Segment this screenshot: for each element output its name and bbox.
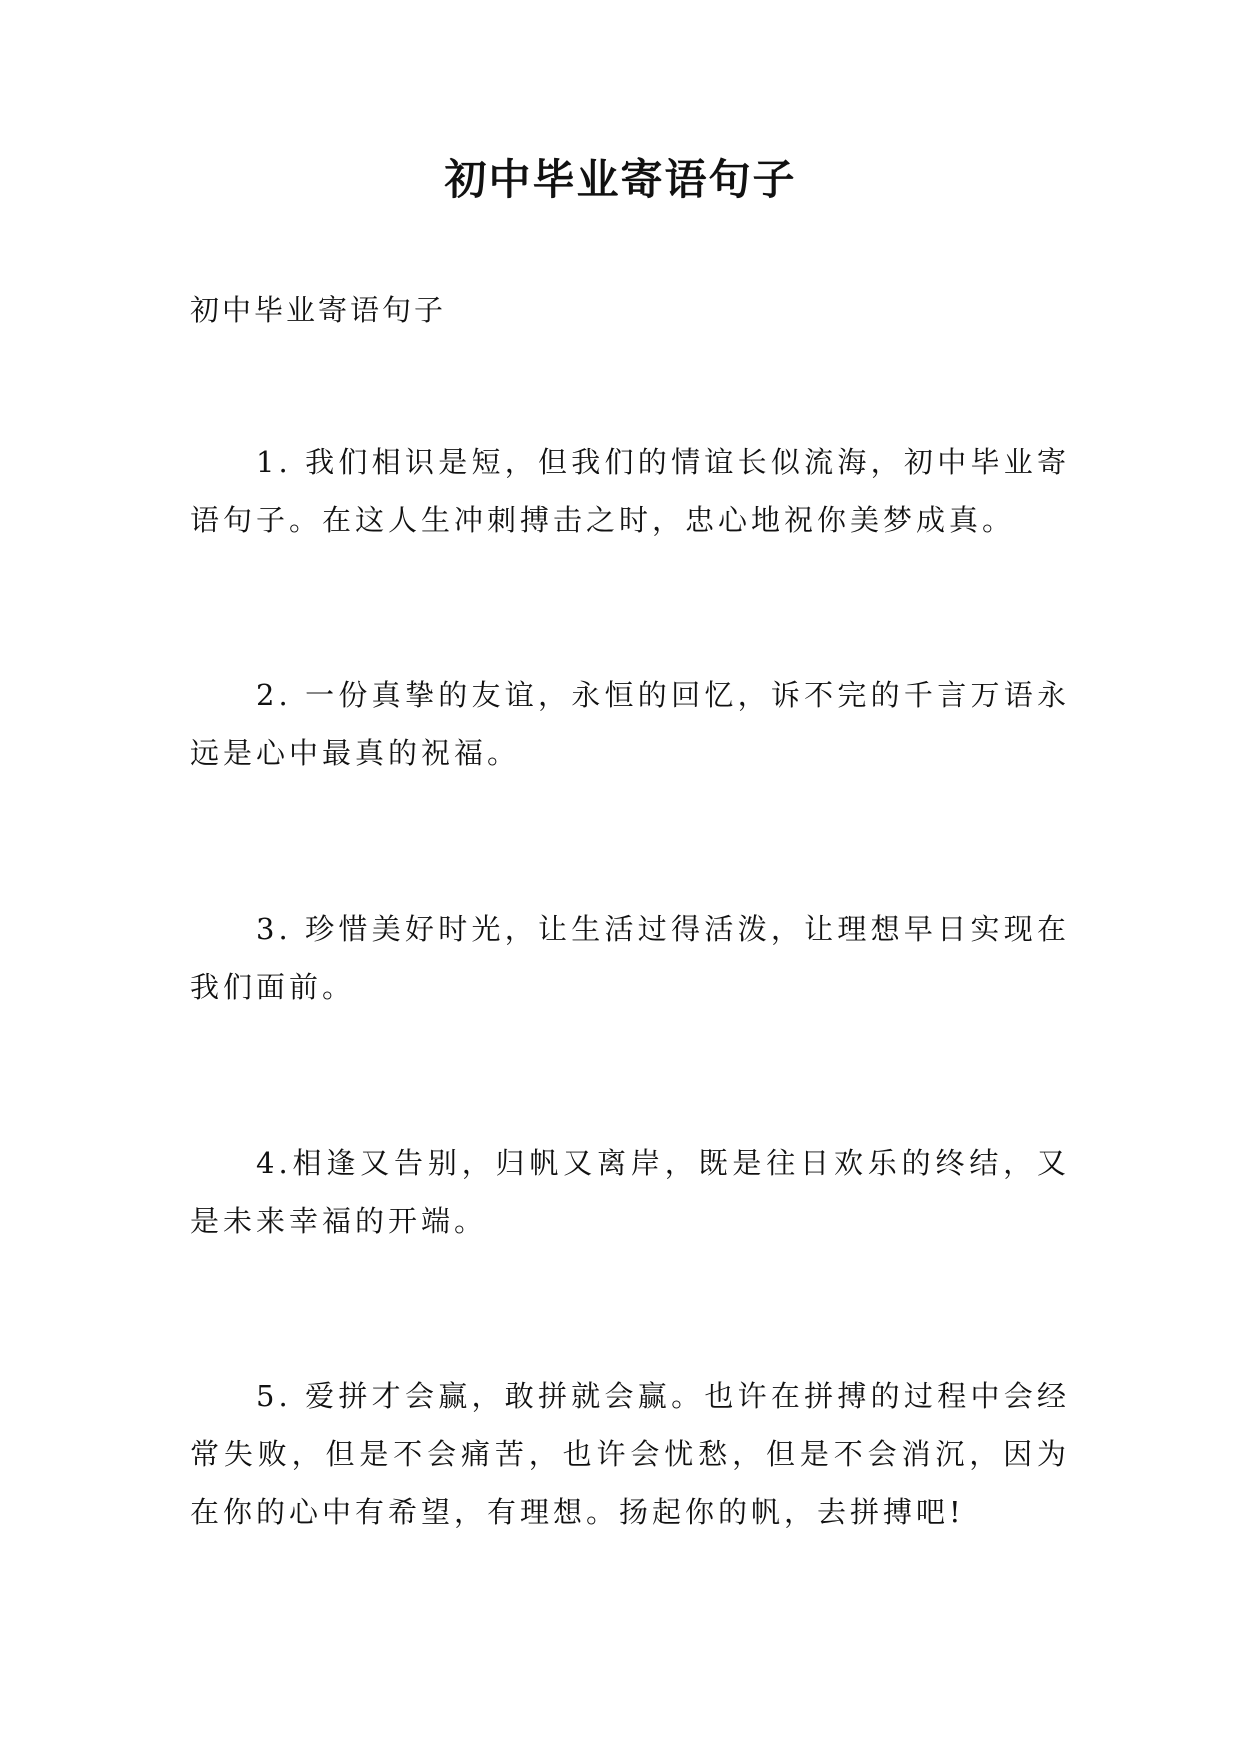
document-title: 初中毕业寄语句子 [444, 155, 797, 204]
paragraph-2: 2. 一份真挚的友谊，永恒的回忆，诉不完的千言万语永远是心中最真的祝福。 [190, 678, 1070, 770]
paragraph-4: 4.相逢又告别，归帆又离岸，既是往日欢乐的终结，又是未来幸福的开端。 [190, 1146, 1070, 1238]
paragraph-5: 5. 爱拼才会赢，敢拼就会赢。也许在拼搏的过程中会经常失败，但是不会痛苦，也许会忧愁，但是不会消沉，因为在你的心中有希望，有理想。扬起你的帆，去拼搏吧! [190, 1379, 1070, 1529]
document-subtitle: 初中毕业寄语句子 [190, 293, 447, 327]
paragraph-1: 1. 我们相识是短，但我们的情谊长似流海，初中毕业寄语句子。在这人生冲刺搏击之时，忠心地祝你美梦成真。 [190, 445, 1070, 537]
paragraph-3: 3. 珍惜美好时光，让生活过得活泼，让理想早日实现在我们面前。 [190, 912, 1070, 1004]
